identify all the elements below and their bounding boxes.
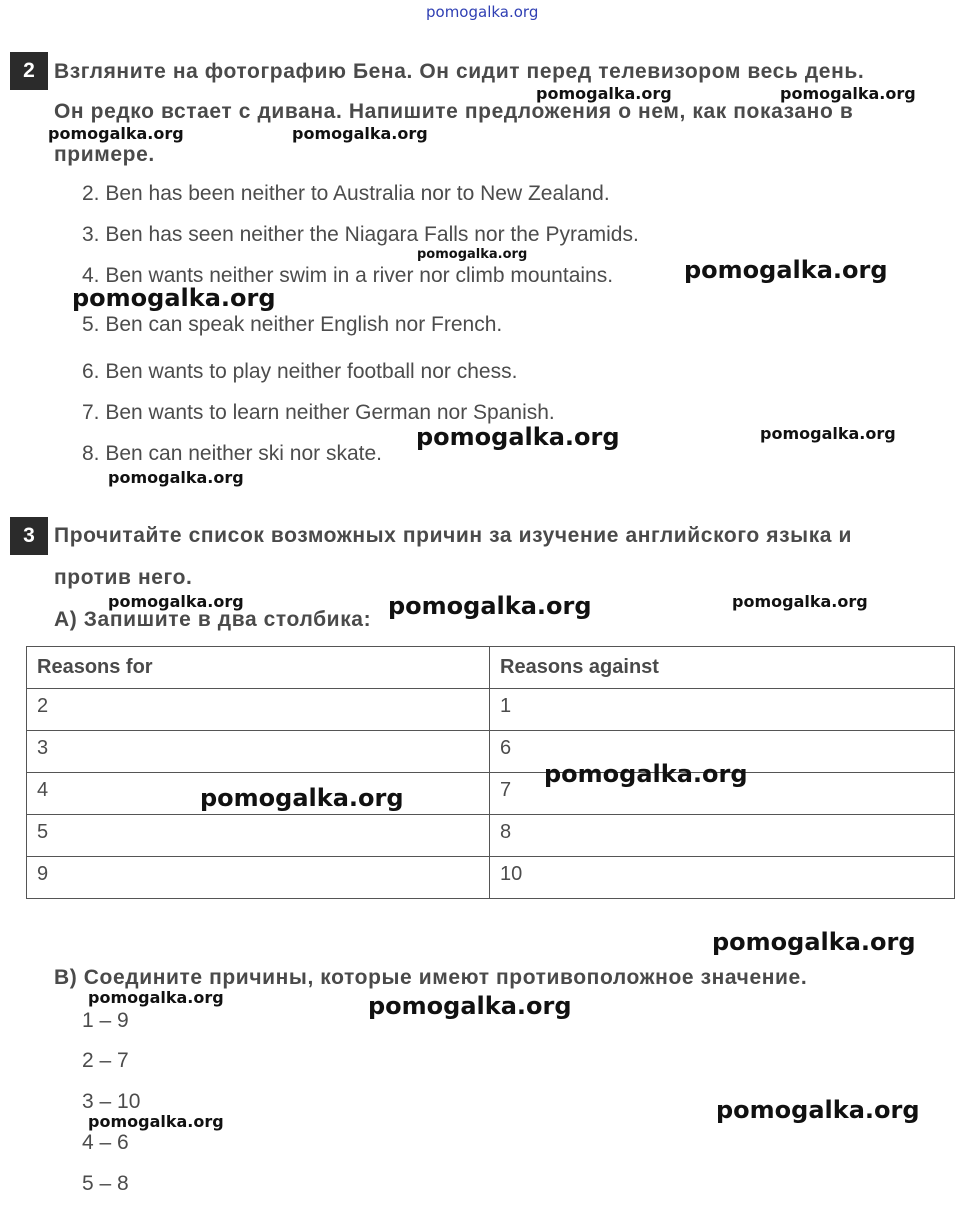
exercise-2-number-badge: 2 bbox=[10, 52, 48, 90]
sentence-6: 6. Ben wants to play neither football nor chess. bbox=[82, 360, 518, 383]
exercise-2-instruction-line1: Взгляните на фотографию Бена. Он сидит перед телевизором весь день. bbox=[54, 60, 865, 83]
sentence-5: 5. Ben can speak neither English nor French. bbox=[82, 313, 503, 336]
watermark: pomogalka.org bbox=[426, 3, 539, 21]
watermark: pomogalka.org bbox=[716, 1096, 920, 1124]
watermark: pomogalka.org bbox=[368, 992, 572, 1020]
watermark: pomogalka.org bbox=[544, 760, 748, 788]
watermark: pomogalka.org bbox=[108, 592, 244, 611]
pair-item: 2 – 7 bbox=[82, 1049, 129, 1072]
sentence-7: 7. Ben wants to learn neither German nor Spanish. bbox=[82, 401, 555, 424]
table-row bbox=[27, 689, 955, 731]
exercise-2-instruction-line3: примере. bbox=[54, 143, 155, 166]
table-row bbox=[27, 815, 955, 857]
watermark: pomogalka.org bbox=[712, 928, 916, 956]
watermark: pomogalka.org bbox=[200, 784, 404, 812]
pair-item: 3 – 10 bbox=[82, 1090, 141, 1113]
sentence-4: 4. Ben wants neither swim in a river nor climb mountains. bbox=[82, 264, 614, 287]
watermark: pomogalka.org bbox=[72, 284, 276, 312]
exercise-3-part-a-label: A) Запишите в два столбика: bbox=[54, 608, 372, 631]
exercise-3-instruction-line2: против него. bbox=[54, 566, 193, 589]
table-cell: 10 bbox=[490, 857, 955, 899]
pair-item: 1 – 9 bbox=[82, 1009, 129, 1032]
watermark: pomogalka.org bbox=[416, 423, 620, 451]
pair-item: 5 – 8 bbox=[82, 1172, 129, 1195]
watermark: pomogalka.org bbox=[684, 256, 888, 284]
watermark: pomogalka.org bbox=[417, 247, 528, 262]
reasons-table bbox=[26, 646, 955, 899]
watermark: pomogalka.org bbox=[108, 468, 244, 487]
table-row bbox=[27, 773, 955, 815]
table-cell: 3 bbox=[27, 731, 490, 773]
sentence-3: 3. Ben has seen neither the Niagara Falls nor the Pyramids. bbox=[82, 223, 639, 246]
watermark: pomogalka.org bbox=[780, 84, 916, 103]
watermark: pomogalka.org bbox=[292, 124, 428, 143]
table-cell: 7 bbox=[490, 773, 955, 815]
watermark: pomogalka.org bbox=[88, 1112, 224, 1131]
table-row bbox=[27, 857, 955, 899]
exercise-3-instruction-line1: Прочитайте список возможных причин за изучение английского языка и bbox=[54, 524, 853, 547]
sentence-2: 2. Ben has been neither to Australia nor to New Zealand. bbox=[82, 182, 610, 205]
exercise-3-number-badge: 3 bbox=[10, 517, 48, 555]
table-cell: 9 bbox=[27, 857, 490, 899]
table-cell: 1 bbox=[490, 689, 955, 731]
table-cell: 4 bbox=[27, 773, 490, 815]
exercise-3-part-b-label: B) Соедините причины, которые имеют противоположное значение. bbox=[54, 966, 808, 989]
exercise-2-instruction-line2: Он редко встает с дивана. Напишите предложения о нем, как показано в bbox=[54, 100, 854, 123]
table-cell: 5 bbox=[27, 815, 490, 857]
watermark: pomogalka.org bbox=[388, 592, 592, 620]
pair-item: 4 – 6 bbox=[82, 1131, 129, 1154]
watermark: pomogalka.org bbox=[760, 424, 896, 443]
watermark: pomogalka.org bbox=[732, 592, 868, 611]
watermark: pomogalka.org bbox=[536, 84, 672, 103]
reasons-against-header: Reasons against bbox=[490, 647, 955, 689]
table-cell: 6 bbox=[490, 731, 955, 773]
reasons-for-header: Reasons for bbox=[27, 647, 490, 689]
table-header-row bbox=[27, 647, 955, 689]
watermark: pomogalka.org bbox=[48, 124, 184, 143]
table-cell: 8 bbox=[490, 815, 955, 857]
table-cell: 2 bbox=[27, 689, 490, 731]
watermark: pomogalka.org bbox=[88, 988, 224, 1007]
sentence-8: 8. Ben can neither ski nor skate. bbox=[82, 442, 382, 465]
table-row bbox=[27, 731, 955, 773]
